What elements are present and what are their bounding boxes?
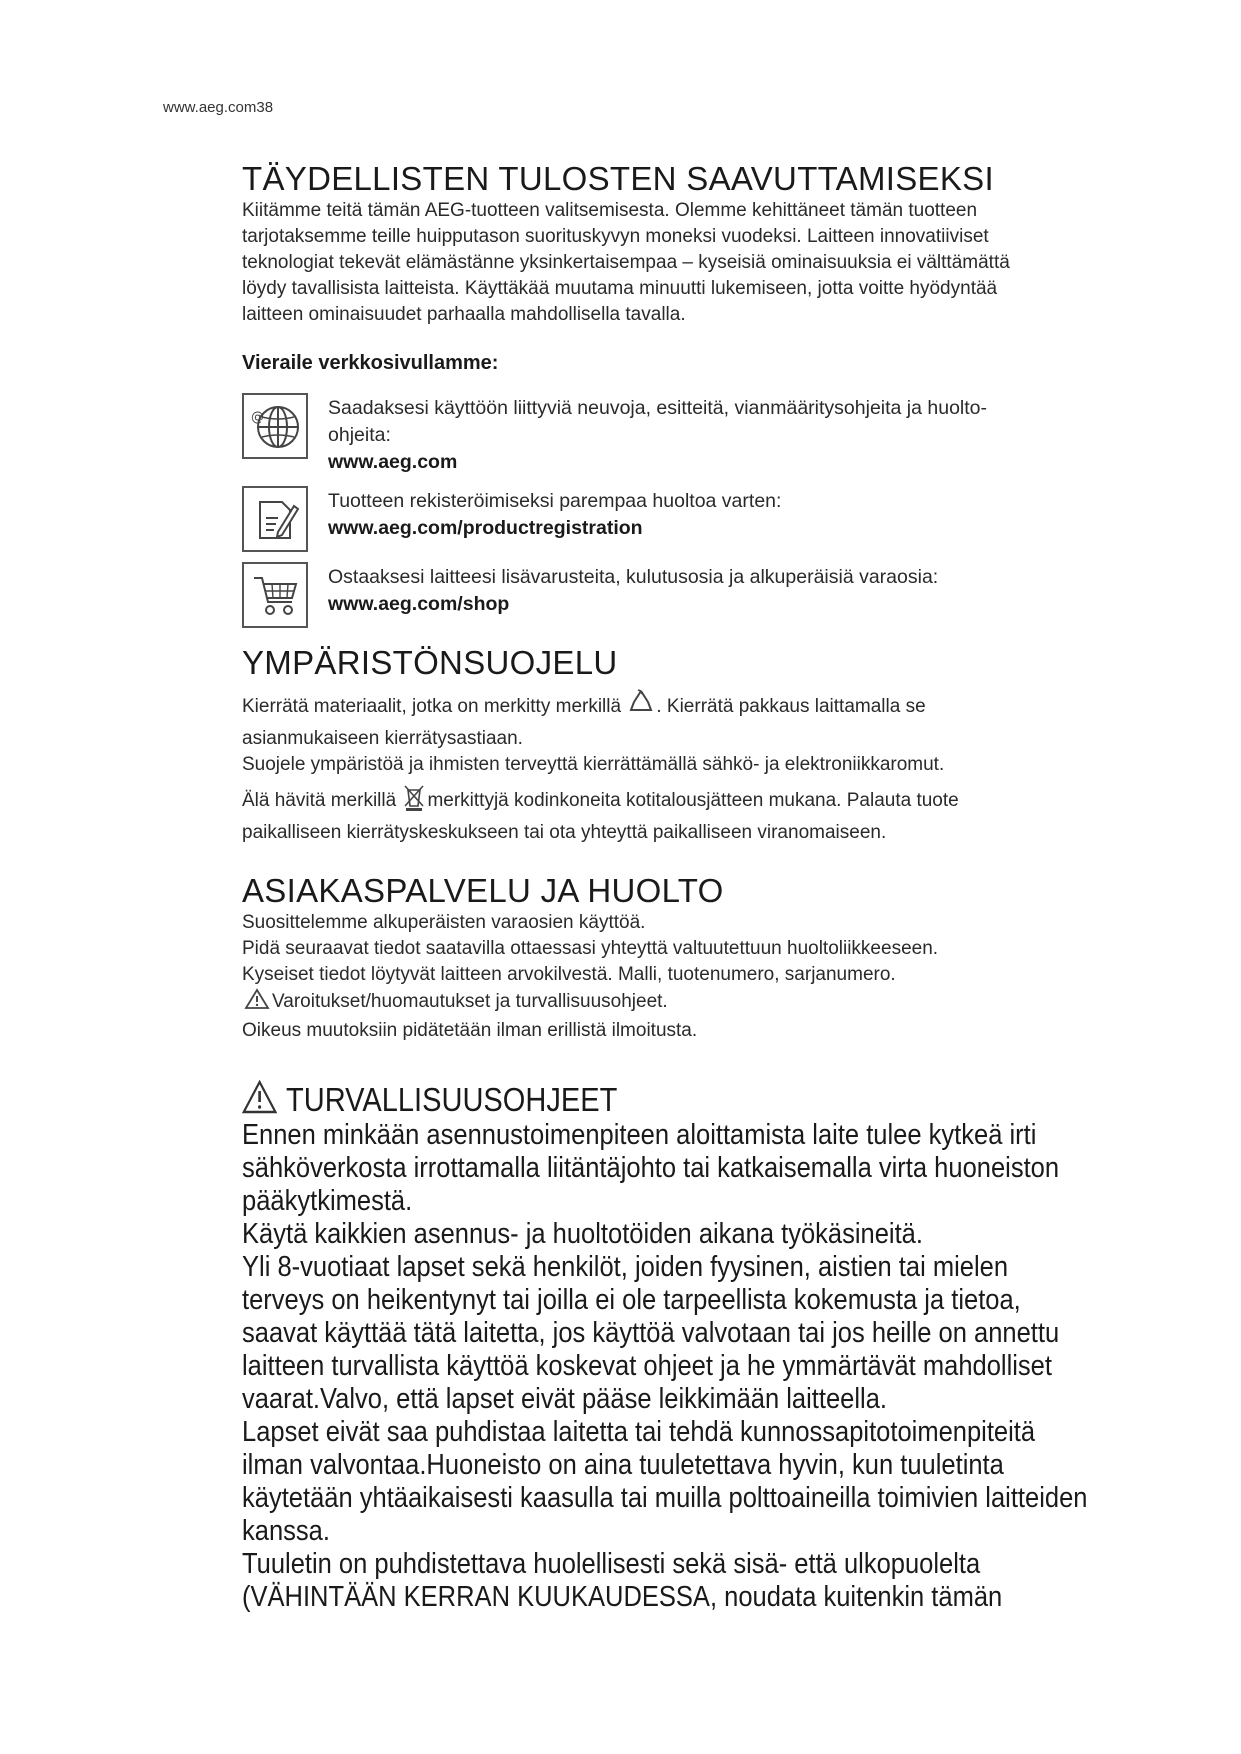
service-line: Pidä seuraavat tiedot saatavilla ottaessasi yhteyttä valtuutettuun huoltoliikkeeseen.	[242, 938, 939, 959]
service-line: Suosittelemme alkuperäisten varaosien käyttöä.	[242, 912, 646, 933]
visit-registration-text: Tuotteen rekisteröimiseksi parempaa huoltoa varten:	[328, 490, 782, 512]
visit-heading: Vieraile verkkosivullamme:	[242, 352, 499, 374]
shop-link[interactable]: www.aeg.com/shop	[328, 593, 510, 615]
safety-line: kanssa.	[242, 1515, 330, 1547]
service-line4: Varoitukset/huomautukset ja turvallisuusohjeet.	[272, 991, 668, 1012]
visit-support-text: Saadaksesi käyttöön liittyviä neuvoja, esitteitä, vianmääritysohjeita ja huolto-	[328, 397, 988, 419]
safety-line: (VÄHINTÄÄN KERRAN KUUKAUDESSA, noudata kuitenkin tämän	[242, 1581, 1003, 1613]
environment-line	[242, 784, 1162, 820]
intro-line: tarjotaksemme teille huipputason suorituskyvyn moneksi vuodeksi. Laitteen innovatiiviset	[242, 226, 989, 247]
warning-icon	[244, 988, 270, 1018]
environment-line	[242, 688, 1162, 726]
intro-line: laitteen ominaisuudet parhaalla mahdollisella tavalla.	[242, 304, 686, 325]
safety-line: Tuuletin on puhdistettava huolellisesti sekä sisä- että ulkopuolelta	[242, 1548, 981, 1580]
safety-line: ilman valvontaa.Huoneisto on aina tuuletettava hyvin, kun tuuletinta	[242, 1449, 1004, 1481]
safety-line: Ennen minkään asennustoimenpiteen aloittamista laite tulee kytkeä irti	[242, 1119, 1037, 1151]
intro-line: teknologiat tekevät elämästänne yksinkertaisempaa – kyseisiä ominaisuuksia ei välttämättä	[242, 252, 1010, 273]
safety-section	[242, 1080, 1157, 1614]
environment-title: YMPÄRISTÖNSUOJELU	[242, 644, 618, 681]
service-line: Oikeus muutoksiin pidätetään ilman erillistä ilmoitusta.	[242, 1020, 698, 1041]
safety-line: vaarat.Valvo, että lapset eivät pääse leikkimään laitteella.	[242, 1383, 887, 1415]
environment-line4b: merkittyjä kodinkoneita kotitalousjätteen mukana. Palauta tuote	[427, 790, 959, 811]
svg-text:@: @	[251, 410, 264, 425]
registration-link[interactable]: www.aeg.com/productregistration	[328, 517, 643, 539]
visit-shop-text: Ostaaksesi laitteesi lisävarusteita, kulutusosia ja alkuperäisiä varaosia:	[328, 566, 939, 588]
service-text	[242, 910, 1162, 1044]
safety-line: Käytä kaikkien asennus- ja huoltotöiden aikana työkäsineitä.	[242, 1218, 923, 1250]
safety-line: pääkytkimestä.	[242, 1185, 413, 1217]
warning-icon	[242, 1080, 277, 1119]
visit-item-shop	[242, 562, 1162, 628]
environment-line1b: . Kierrätä pakkaus laittamalla se	[656, 696, 926, 717]
page-header: www.aeg.com38	[163, 99, 274, 116]
visit-item-registration	[242, 486, 1162, 552]
intro-line: Kiitämme teitä tämän AEG-tuotteen valitsemisesta. Olemme kehittäneet tämän tuotteen	[242, 200, 978, 221]
safety-line: käytetään yhtäaikaisesti kaasulla tai muilla polttoaineilla toimivien laitteiden	[242, 1482, 1088, 1514]
shopping-cart-icon	[242, 562, 308, 628]
intro-title: TÄYDELLISTEN TULOSTEN SAAVUTTAMISEKSI	[242, 160, 994, 197]
service-line: Kyseiset tiedot löytyvät laitteen arvokilvestä. Malli, tuotenumero, sarjanumero.	[242, 964, 896, 985]
environment-line: asianmukaiseen kierrätysastiaan.	[242, 728, 523, 749]
safety-heading	[242, 1080, 1157, 1119]
weee-bin-icon	[403, 784, 425, 820]
registration-icon	[242, 486, 308, 552]
intro-text	[242, 198, 1162, 328]
environment-line1a: Kierrätä materiaalit, jotka on merkitty merkillä	[242, 696, 622, 717]
service-title: ASIAKASPALVELU JA HUOLTO	[242, 872, 724, 909]
recycling-icon	[628, 688, 654, 726]
service-line	[242, 988, 1162, 1018]
safety-title: TURVALLISUUSOHJEET	[286, 1081, 618, 1118]
globe-icon	[242, 393, 308, 459]
safety-line: saavat käyttää tätä laitetta, jos käyttöä valvotaan tai jos heille on annettu	[242, 1317, 1060, 1349]
support-link[interactable]: www.aeg.com	[328, 451, 458, 473]
environment-line: Suojele ympäristöä ja ihmisten terveyttä kierrättämällä sähkö- ja elektroniikkaromut.	[242, 754, 945, 775]
safety-line: sähköverkosta irrottamalla liitäntäjohto tai katkaisemalla virta huoneiston	[242, 1152, 1060, 1184]
environment-line4a: Älä hävitä merkillä	[242, 790, 397, 811]
visit-support-text-2: ohjeita:	[328, 424, 391, 446]
intro-line: löydy tavallisista laitteista. Käyttäkää muutama minuutti lukemiseen, jotta voitte hyödyntää	[242, 278, 998, 299]
environment-text	[242, 688, 1162, 846]
safety-line: Lapset eivät saa puhdistaa laitetta tai tehdä kunnossapitotoimenpiteitä	[242, 1416, 1036, 1448]
visit-item-support	[242, 393, 1162, 476]
safety-line: Yli 8-vuotiaat lapset sekä henkilöt, joiden fyysinen, aistien tai mielen	[242, 1251, 1009, 1283]
environment-line: paikalliseen kierrätyskeskukseen tai ota yhteyttä paikalliseen viranomaiseen.	[242, 822, 887, 843]
safety-line: laitteen turvallista käyttöä koskevat ohjeet ja he ymmärtävät mahdolliset	[242, 1350, 1052, 1382]
safety-line: terveys on heikentynyt tai joilla ei ole tarpeellista kokemusta ja tietoa,	[242, 1284, 1021, 1316]
document-body	[242, 160, 1162, 1614]
